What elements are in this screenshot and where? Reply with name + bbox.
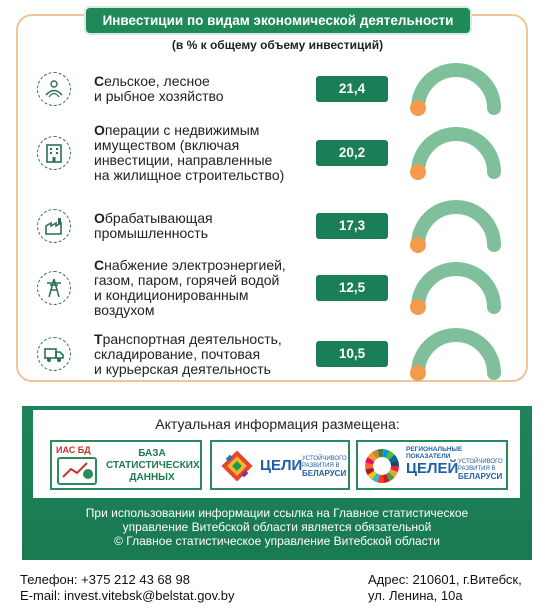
gauge (406, 193, 506, 257)
regional-word: ЦЕЛЕЙ (406, 460, 459, 477)
address-line-1: Адрес: 210601, г.Витебск, (368, 572, 522, 587)
gauge-track (418, 134, 494, 172)
ias-bd-text: БАЗА СТАТИСТИЧЕСКИХ ДАННЫХ (106, 448, 200, 483)
building-icon (37, 136, 71, 170)
category-label: Операции с недвижимым имуществом (включая инвестиции, направленные на жилищное строительство) (94, 122, 285, 183)
gauge-track (418, 207, 494, 245)
sdg-small: УСТОЙЧИВОГО РАЗВИТИЯ В БЕЛАРУСИ (302, 456, 347, 478)
chart-icon (57, 457, 97, 485)
value-label: 12,5 (316, 275, 388, 301)
logo-regional-indicators[interactable] (356, 440, 508, 490)
factory-icon (37, 209, 71, 243)
chart-row (0, 255, 555, 321)
value-label: 21,4 (316, 76, 388, 102)
gauge-marker (410, 365, 426, 381)
chart-row (0, 193, 555, 259)
gauge-track (418, 335, 494, 373)
category-label: Обрабатывающая промышленность (94, 210, 213, 241)
gauge (406, 255, 506, 319)
email[interactable]: E-mail: invest.vitebsk@belstat.gov.by (20, 588, 235, 603)
value-label: 17,3 (316, 213, 388, 239)
regional-top: РЕГИОНАЛЬНЫЕ ПОКАЗАТЕЛИ (406, 446, 463, 460)
chart-row (0, 321, 555, 387)
gauge-marker (410, 299, 426, 315)
chart-row (0, 120, 555, 186)
gauge (406, 321, 506, 385)
gauge-marker (410, 237, 426, 253)
phone: Телефон: +375 212 43 68 98 (20, 572, 190, 587)
gauge-track (418, 269, 494, 307)
farm-icon (37, 72, 71, 106)
logo-ias-bd[interactable] (50, 440, 202, 490)
category-label: Транспортная деятельность, складирование, почтовая и курьерская деятельность (94, 330, 282, 377)
value-label: 10,5 (316, 341, 388, 367)
sdg-word: ЦЕЛИ (260, 457, 303, 474)
gauge-marker (410, 100, 426, 116)
regional-small: УСТОЙЧИВОГО РАЗВИТИЯ В БЕЛАРУСИ (458, 459, 503, 481)
sdg-ornament-icon (218, 447, 256, 485)
category-label: Сельское, лесное и рыбное хозяйство (94, 73, 224, 104)
contact-right (368, 572, 522, 604)
chart-row (0, 56, 555, 122)
category-label: Снабжение электроэнергией, газом, паром, горячей водой и кондиционированным воздухом (94, 257, 286, 318)
chart-title: Инвестиции по видам экономической деятельности (84, 6, 472, 35)
logo-sdg-belarus[interactable] (210, 440, 350, 490)
address-line-2: ул. Ленина, 10а (368, 588, 463, 603)
info-title: Актуальная информация размещена: (155, 416, 400, 432)
contact-left (20, 572, 235, 604)
sdg-wheel-icon (362, 446, 402, 486)
gauge (406, 56, 506, 120)
ias-bd-tag: ИАС БД (56, 445, 91, 455)
chart-subtitle: (в % к общему объему инвестиций) (171, 38, 384, 52)
gauge-track (418, 70, 494, 108)
legal-notice: При использовании информации ссылка на Главное статистическое управление Витебской области является обязательной © Главное статистическое управление Витебской области (85, 506, 469, 548)
power-tower-icon (37, 271, 71, 305)
gauge-marker (410, 164, 426, 180)
value-label: 20,2 (316, 140, 388, 166)
truck-icon (37, 337, 71, 371)
gauge (406, 120, 506, 184)
